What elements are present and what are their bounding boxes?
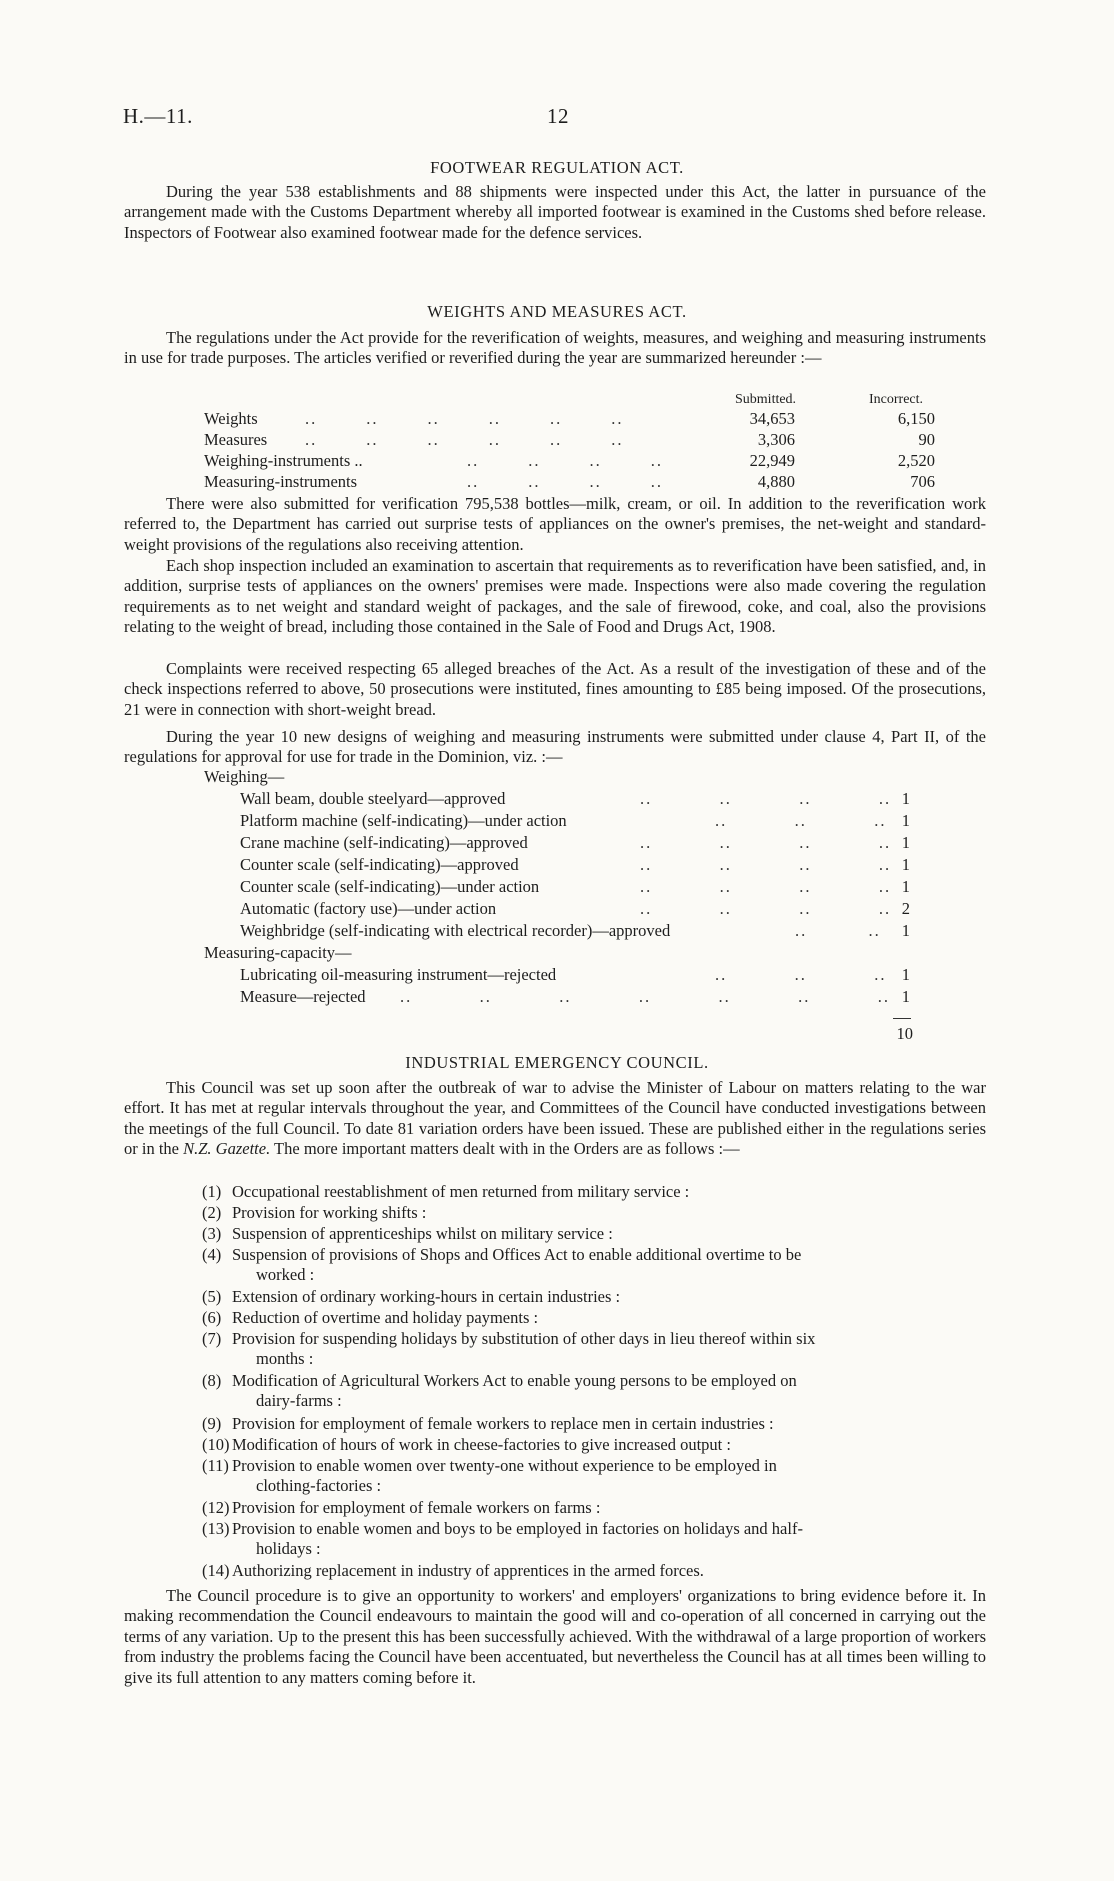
page-number: 12: [547, 104, 569, 128]
design-label: Automatic (factory use)—under action: [240, 899, 497, 918]
leader-dots: .. .. .. .. .. ..: [305, 409, 624, 428]
leader-dots: .. .. ..: [715, 811, 887, 830]
leader-dots: .. ..: [795, 921, 881, 940]
council-heading: INDUSTRIAL EMERGENCY COUNCIL.: [405, 1053, 709, 1072]
item-text-continued: dairy-farms :: [256, 1391, 342, 1410]
design-label: Counter scale (self-indicating)—approved: [240, 855, 519, 874]
item-number: (7): [202, 1329, 222, 1348]
item-number: (1): [202, 1182, 222, 1201]
document-reference: H.—11.: [123, 104, 193, 128]
item-number: (10): [202, 1435, 230, 1454]
submitted-value: 4,880: [757, 472, 795, 491]
incorrect-value: 2,520: [897, 451, 935, 470]
item-text: Modification of Agricultural Workers Act to enable young persons to be employed on: [232, 1371, 797, 1390]
submitted-value: 3,306: [757, 430, 795, 449]
council-intro-tail: The more important matters dealt with in the Orders are as follows :—: [274, 1139, 740, 1159]
submitted-value: 34,653: [749, 409, 795, 428]
row-label: Measuring-instruments: [204, 472, 358, 491]
item-text-continued: worked :: [256, 1265, 315, 1284]
footwear-paragraph: During the year 538 establishments and 88 shipments were inspected under this Act, the latter in pursuance of the arrangement made with the Customs Department whereby all imported footwear is examined in the Customs shed before release. Inspectors of Footwear also examined footwear made for the defence services.: [124, 182, 986, 242]
item-text: Authorizing replacement in industry of apprentices in the armed forces.: [232, 1561, 704, 1580]
row-label: Weighing-instruments ..: [204, 451, 363, 470]
design-count: 1: [901, 965, 910, 984]
design-label: Lubricating oil-measuring instrument—rejected: [240, 965, 557, 984]
item-text: Provision for employment of female workers on farms :: [232, 1498, 601, 1517]
weights-heading: WEIGHTS AND MEASURES ACT.: [427, 302, 687, 321]
leader-dots: .. .. ..: [715, 965, 887, 984]
item-text: Modification of hours of work in cheese-factories to give increased output :: [232, 1435, 731, 1454]
item-text: Suspension of apprenticeships whilst on military service :: [232, 1224, 613, 1243]
leader-dots: .. .. .. ..: [640, 899, 892, 918]
weighing-group-label: Weighing—: [204, 767, 285, 786]
shop-inspection-paragraph: Each shop inspection included an examination to ascertain that requirements as to reverification have been satisfied, and, in addition, surprise tests of appliances on the owners' premises were made. Inspections were also made covering the regulation requirements as to net weight and standard weight of packages, and the sale of firewood, coke, and coal, also the provisions relating to the weight of bread, including those contained in the Sale of Food and Drugs Act, 1908.: [124, 556, 986, 637]
design-count: 2: [901, 899, 910, 918]
leader-dots: .. .. .. ..: [467, 451, 663, 470]
total-rule: [893, 1018, 911, 1019]
item-number: (12): [202, 1498, 230, 1517]
weights-intro-paragraph: The regulations under the Act provide for the reverification of weights, measures, and weighing and measuring instruments in use for trade purposes. The articles verified or reverified during the year are summarized hereunder :—: [124, 328, 986, 368]
incorrect-value: 706: [910, 472, 935, 491]
item-number: (11): [202, 1456, 229, 1475]
design-label: Crane machine (self-indicating)—approved: [240, 833, 528, 852]
design-count: 1: [901, 877, 910, 896]
design-count: 1: [901, 789, 910, 808]
item-text: Provision to enable women and boys to be employed in factories on holidays and half-: [232, 1519, 803, 1538]
item-text-continued: clothing-factories :: [256, 1476, 382, 1495]
footwear-heading: FOOTWEAR REGULATION ACT.: [430, 158, 684, 177]
design-count: 1: [901, 921, 910, 940]
leader-dots: .. .. .. ..: [640, 789, 892, 808]
item-text: Occupational reestablishment of men returned from military service :: [232, 1182, 690, 1201]
item-number: (8): [202, 1371, 222, 1390]
item-text: Provision for working shifts :: [232, 1203, 427, 1222]
gazette-title: N.Z. Gazette.: [183, 1139, 271, 1159]
leader-dots: .. .. .. ..: [640, 833, 892, 852]
item-text: Extension of ordinary working-hours in certain industries :: [232, 1287, 621, 1306]
item-number: (5): [202, 1287, 222, 1306]
leader-dots: .. .. .. ..: [640, 855, 892, 874]
incorrect-value: 6,150: [897, 409, 935, 428]
item-text: Reduction of overtime and holiday payments :: [232, 1308, 539, 1327]
item-text: Provision for employment of female workers to replace men in certain industries :: [232, 1414, 774, 1433]
item-number: (6): [202, 1308, 222, 1327]
item-number: (14): [202, 1561, 230, 1580]
design-count: 1: [901, 811, 910, 830]
design-count: 1: [901, 855, 910, 874]
item-number: (3): [202, 1224, 222, 1243]
design-count: 1: [901, 987, 910, 1006]
design-label: Weighbridge (self-indicating with electrical recorder)—approved: [240, 921, 671, 940]
item-text: Provision to enable women over twenty-one without experience to be employed in: [232, 1456, 777, 1475]
item-text: Suspension of provisions of Shops and Offices Act to enable additional overtime to be: [232, 1245, 802, 1264]
item-number: (9): [202, 1414, 222, 1433]
item-number: (13): [202, 1519, 230, 1538]
new-designs-paragraph: During the year 10 new designs of weighing and measuring instruments were submitted under clause 4, Part II, of the regulations for approval for use for trade in the Dominion, viz. :—: [124, 727, 986, 767]
item-text-continued: holidays :: [256, 1539, 321, 1558]
design-label: Counter scale (self-indicating)—under action: [240, 877, 540, 896]
complaints-paragraph: Complaints were received respecting 65 alleged breaches of the Act. As a result of the investigation of these and of the check inspections referred to above, 50 prosecutions were instituted, fines amounting to £85 being imposed. Of the prosecutions, 21 were in connection with short-weight bread.: [124, 659, 986, 719]
leader-dots: .. .. .. ..: [467, 472, 663, 491]
measuring-group-label: Measuring-capacity—: [204, 943, 352, 962]
item-number: (4): [202, 1245, 222, 1264]
bottles-paragraph: There were also submitted for verification 795,538 bottles—milk, cream, or oil. In addition to the reverification work referred to, the Department has carried out surprise tests of appliances on the owner's premises, the net-weight and standard-weight provisions of the regulations also receiving attention.: [124, 494, 986, 554]
design-label: Wall beam, double steelyard—approved: [240, 789, 506, 808]
leader-dots: .. .. .. ..: [640, 877, 892, 896]
leader-dots: .. .. .. .. .. ..: [305, 430, 624, 449]
item-text-continued: months :: [256, 1349, 314, 1368]
row-label: Measures: [204, 430, 268, 449]
column-header-submitted: Submitted.: [735, 392, 797, 407]
designs-total: 10: [896, 1024, 913, 1043]
design-label: Platform machine (self-indicating)—under action: [240, 811, 567, 830]
incorrect-value: 90: [918, 430, 935, 449]
leader-dots: .. .. .. .. .. .. ..: [400, 987, 890, 1006]
item-text: Provision for suspending holidays by substitution of other days in lieu thereof within six: [232, 1329, 816, 1348]
column-header-incorrect: Incorrect.: [869, 392, 924, 407]
council-intro-paragraph: [124, 1078, 986, 1160]
design-count: 1: [901, 833, 910, 852]
council-intro-text: This Council was set up soon after the outbreak of war to advise the Minister of Labour on matters relating to the war effort. It has met at regular intervals throughout the year, and Committees of the Council have conducted investigations between the meetings of the full Council. To date 81 variation orders have been issued. These are published either in the regulations series or in the: [124, 1078, 986, 1159]
item-number: (2): [202, 1203, 222, 1222]
row-label: Weights: [204, 409, 258, 428]
submitted-value: 22,949: [749, 451, 795, 470]
council-closing-paragraph: The Council procedure is to give an opportunity to workers' and employers' organizations to bring evidence before it. In making recommendation the Council endeavours to maintain the good will and co-operation of all concerned in carrying out the terms of any variation. Up to the present this has been successfully achieved. With the withdrawal of a large proportion of workers from industry the problems facing the Council have been accentuated, but nevertheless the Council has at all times been willing to give its full attention to any matters coming before it.: [124, 1586, 986, 1687]
design-label: Measure—rejected: [240, 987, 366, 1006]
